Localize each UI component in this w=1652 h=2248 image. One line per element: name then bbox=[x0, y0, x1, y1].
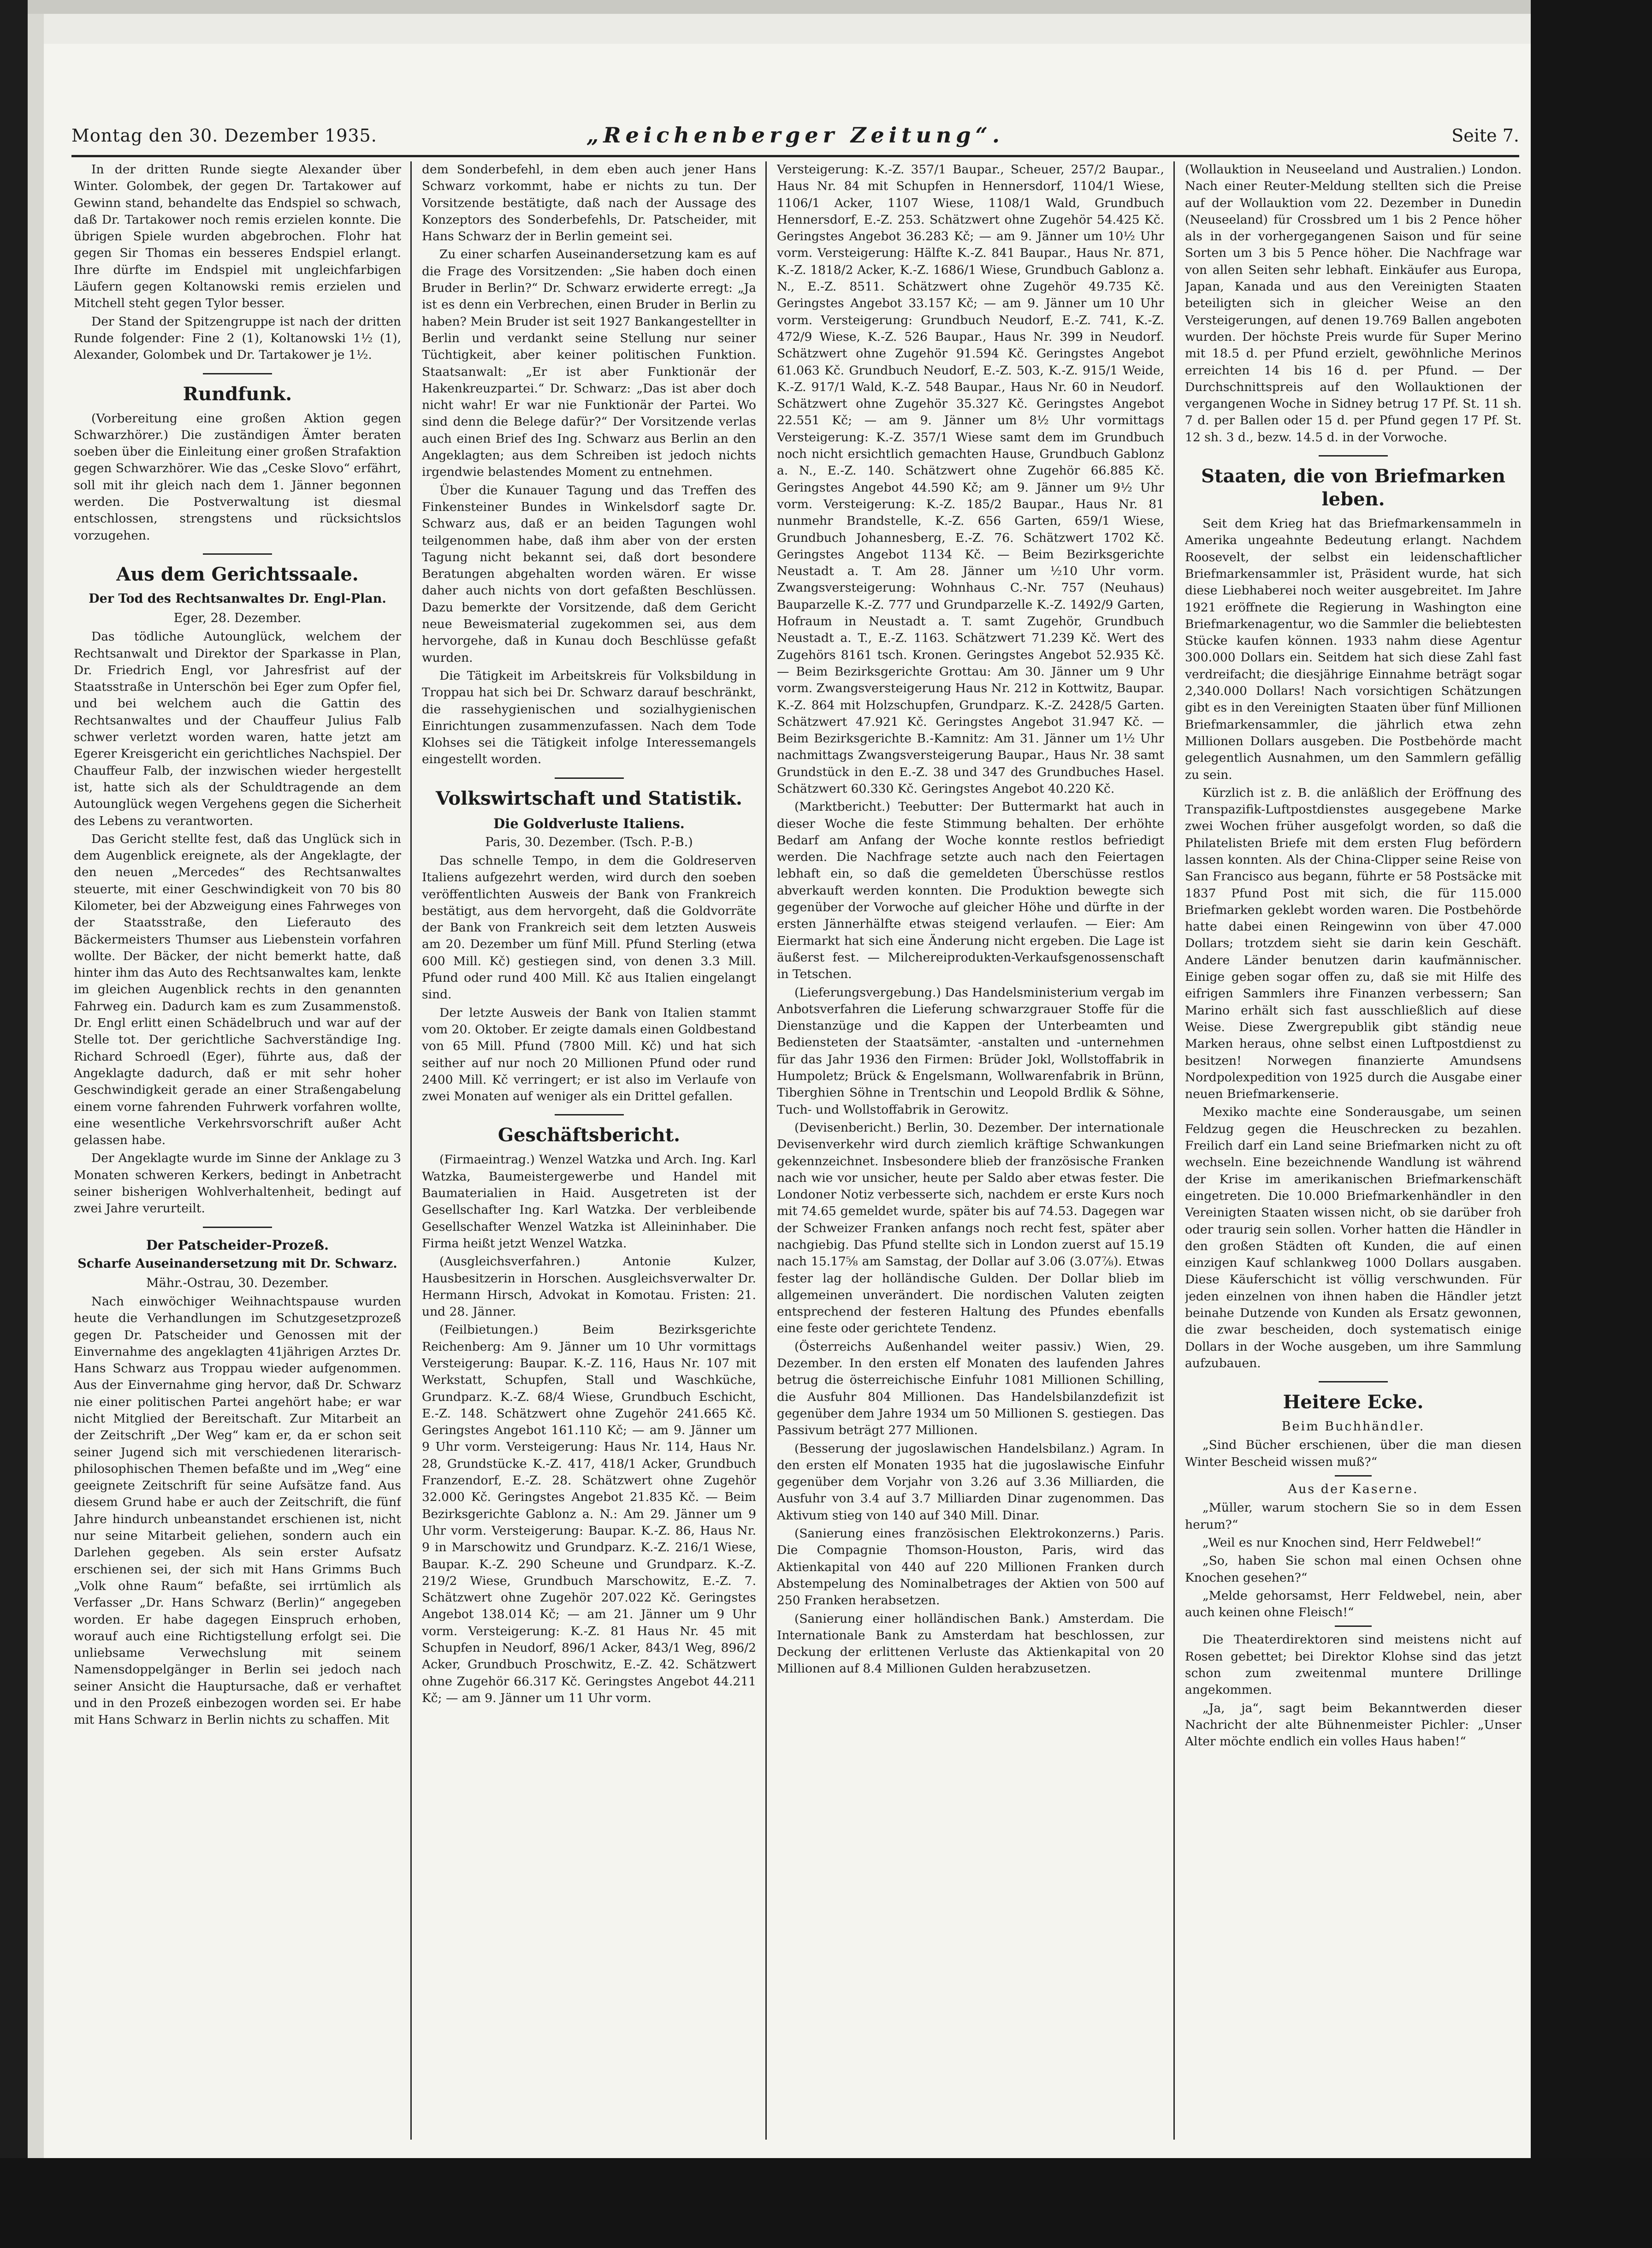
article-paragraph: Seit dem Krieg hat das Briefmarkensammeln in Amerika ungeahnte Bedeutung erlangt. Nachdem Roosevelt, der selbst ein leidenschaftlicher Briefmarkensammler ist, Präsident wurde, hat sich diese Liebhaberei noch weiter ausgebreitet. Im Jahre 1921 eröffnete die Regierung in Washington eine Briefmarkenagentur, wo die Sammler die beliebtesten Stücke kaufen können. 1933 nahm diese Agentur 300.000 Dollars ein. Seitdem hat sich diese Zahl fast verdreifacht; die diesjährige Einnahme beträgt sogar 2,340.000 Dollars! Nach vorsichtigen Schätzungen gibt es in den Vereinigten Staaten über fünf Millionen Briefmarkensammler, die jährlich etwa zehn Millionen Dollars ausgeben. Die Postbehörde macht gelegentlich Ausnahmen, um den Sammlern gefällig zu sein. bbox=[1185, 516, 1522, 782]
article-heading-briefmarken: Staaten, die von Briefmarken leben. bbox=[1201, 465, 1505, 510]
header-date: Montag den 30. Dezember 1935. bbox=[71, 125, 377, 146]
chess-standings: Der Stand der Spitzengruppe ist nach der dritten Runde folgender: Fine 2 (1), Koltanowski 1½ (1), Alexander, Golombek und Dr. Tartakower je 1½. bbox=[74, 314, 401, 362]
joke-text: „Ja, ja“, sagt beim Bekanntwerden dieser Nachricht der alte Bühnenmeister Pichler: „Unser Alter möchte endlich ein volles Haus haben!“ bbox=[1185, 1701, 1522, 1749]
article-paragraph: Kürzlich ist z. B. die anläßlich der Eröffnung des Transpazifik-Luftpostdienstes ausgegebene Marke zwei Wochen früher ausgefolgt worden, so daß die Philatelisten Briefe mit dem ersten Flug befördern lassen konnten. Als der China-Clipper seine Reise von San Francisco aus begann, führte er 58 Postsäcke mit 1837 Pfund Post mit sich, die für 115.000 Briefmarken geklebt worden waren. Die Postbehörde hatte dabei einen Reingewinn von über 47.000 Dollars; trotzdem sieht sie darin kein Geschäft. Andere Länder benutzen darin kaufmännischer. Einige geben sogar offen zu, daß sie mit Hilfe des eifrigen Sammlers ihre Finanzen verbessern; San Marino erhält sich fast ausschließlich auf diese Weise. Diese Zwergrepublik gibt ständig neue Marken heraus, ohne selbst einen Luftpostdienst zu besitzen! Norwegen finanzierte Amundsens Nordpolexpedition von 1925 durch die Ausgabe einer neuen Briefmarkenserie. bbox=[1185, 785, 1522, 1102]
section-divider bbox=[1319, 455, 1388, 457]
joke-title: Beim Buchhändler. bbox=[1281, 1419, 1425, 1434]
rundfunk-paragraph: (Vorbereitung eine großen Aktion gegen Schwarzhörer.) Die zuständigen Ämter beraten soeben über die Einleitung einer großen Strafaktion gegen Schwarzhörer. Wie das „Ceske Slovo“ erfährt, soll mit ihr gleich nach dem 1. Jänner begonnen werden. Die Postverwaltung ist diesmal entschlossen, strengstens und rücksichtslos vorzugehen. bbox=[74, 411, 401, 543]
business-item: (Besserung der jugoslawischen Handelsbilanz.) Agram. In den ersten elf Monaten 1935 hat die jugoslawische Einfuhr gegenüber dem Vorjahr von 3.26 auf 3.36 Milliarden, die Ausfuhr von 3.4 auf 3.7 Milliarden Dinar zugenommen. Das Aktivum stieg von 140 auf 340 Mill. Dinar. bbox=[777, 1441, 1164, 1523]
joke-text: „So, haben Sie schon mal einen Ochsen ohne Knochen gesehen?“ bbox=[1185, 1554, 1522, 1585]
section-divider bbox=[203, 1227, 272, 1228]
chess-paragraph: In der dritten Runde siegte Alexander über Winter. Golombek, der gegen Dr. Tartakower auf Gewinn stand, behandelte das Endspiel so schwach, daß Dr. Tartakower noch remis erzielen konnte. Die übrigen Spiele wurden abgebrochen. Flohr hat gegen Sir Thomas ein besseres Endspiel erlangt. Ihre dürfte im Endspiel mit ungleichfarbigen Läufern gegen Koltanowski remis erzielen und Mitchell steht gegen Tylor besser. bbox=[74, 162, 401, 311]
article-subheading: Der Tod des Rechtsanwaltes Dr. Engl-Plan. bbox=[89, 591, 386, 606]
business-item: (Wollauktion in Neuseeland und Australien.) London. Nach einer Reuter-Meldung stellten sich die Preise auf der Wollauktion vom 22. Dezember in Dunedin (Neuseeland) für Crossbred um 1 bis 2 Pence höher als in der vorhergegangenen Saison und für seine Sorten um 3 bis 5 Pence höher. Die Nachfrage war von allen Seiten sehr lebhaft. Einkäufer aus Europa, Japan, Kanada und aus den Vereinigten Staaten beteiligten sich in gleicher Weise an den Versteigerungen, auf denen 19.769 Ballen angeboten wurden. Der höchste Preis wurde für Super Merino mit 18.5 d. per Pfund erzielt, gewöhnliche Merinos erreichten 14 bis 16 d. per Pfund. — Der Durchschnittspreis auf den Wollauktionen der vergangenen Woche in Sidney betrug 17 Pf. St. 11 sh. 7 d. per Ballen oder 15 d. per Pfund gegen 17 Pf. St. 12 sh. 3 d., bezw. 14.5 d. in der Vorwoche. bbox=[1185, 162, 1522, 445]
joke-divider bbox=[1335, 1625, 1372, 1627]
business-item: Versteigerung: K.-Z. 357/1 Baupar., Scheuer, 257/2 Baupar., Haus Nr. 84 mit Schupfen in Hennersdorf, 1104/1 Wiese, 1106/1 Acker, 1107 Wiese, 1108/1 Wald, Grundbuch Hennersdorf, E.-Z. 253. Schätzwert ohne Zugehör 54.425 Kč. Geringstes Angebot 36.283 Kč; — am 9. Jänner um 10½ Uhr vorm. Versteigerung: Hälfte K.-Z. 841 Baupar., Haus Nr. 871, K.-Z. 1818/2 Acker, K.-Z. 1686/1 Wiese, Grundbuch Gablonz a. N., E.-Z. 8511. Schätzwert ohne Zugehör 49.735 Kč. Geringstes Angebot 33.157 Kč; — am 9. Jänner um 10 Uhr vorm. Versteigerung: Grundbuch Neudorf, E.-Z. 741, K.-Z. 472/9 Wiese, K.-Z. 526 Baupar., Haus Nr. 399 in Neudorf. Schätzwert ohne Zugehör 91.594 Kč. Geringstes Angebot 61.063 Kč. Grundbuch Neudorf, E.-Z. 503, K.-Z. 915/1 Weide, K.-Z. 917/1 Wald, K.-Z. 548 Baupar., Haus Nr. 60 in Neudorf. Schätzwert ohne Zugehör 35.327 Kč. Geringstes Angebot 22.551 Kč; — am 9. Jänner um 8½ Uhr vormittags Versteigerung: K.-Z. 357/1 Wiese samt dem im Grundbuch noch nicht ersichtlich gemachten Hause, Grundbuch Gablonz a. N., E.-Z. 140. Schätzwert ohne Zugehör 66.885 Kč. Geringstes Angebot 44.590 Kč; am 9. Jänner um 9½ Uhr vorm. Versteigerung: K.-Z. 185/2 Baupar., Haus Nr. 81 nunmehr Brandstelle, K.-Z. 656 Garten, 659/1 Wiese, Grundbuch Johannesberg, E.-Z. 76. Schätzwert 1702 Kč. Geringstes Angebot 1134 Kč. — Beim Bezirksgerichte Neustadt a. T. Am 28. Jänner um ½10 Uhr vorm. Zwangsversteigerung: Wohnhaus C.-Nr. 757 (Neuhaus) Bauparzelle K.-Z. 777 und Grundparzelle K.-Z. 1492/9 Garten, Hofraum in Neustadt a. T. samt Zugehör, Grundbuch Neustadt a. T., E.-Z. 1163. Schätzwert 71.239 Kč. Wert des Zugehörs 8161 tsch. Kronen. Geringstes Angebot 52.935 Kč. — Beim Bezirksgerichte Grottau: Am 30. Jänner um 9 Uhr vorm. Zwangsversteigerung Haus Nr. 212 in Kottwitz, Baupar. K.-Z. 864 mit Holzschupfen, Grundparz. K.-Z. 2428/5 Garten. Schätzwert 47.921 Kč. Geringstes Angebot 31.947 Kč. — Beim Bezirksgerichte B.-Kamnitz: Am 31. Jänner um 1½ Uhr nachmittags Zwangsversteigerung Baupar., Haus Nr. 38 samt Grundstück in den E.-Z. 38 und 347 des Grundbuches Hasel. Schätzwert 60.330 Kč. Geringstes Angebot 40.220 Kč. bbox=[777, 162, 1164, 796]
business-item: (Lieferungsvergebung.) Das Handelsministerium vergab im Anbotsverfahren die Lieferung schwarzgrauer Stoffe für die Dienstanzüge und die Kappen der Unterbeamten und Bediensteten der Staatsämter, -anstalten und -unternehmen für das Jahr 1936 den Firmen: Brüder Jokl, Wollstoffabrik in Humpoletz; Brück & Engelsmann, Wollwarenfabrik in Brünn, Tiberghien Söhne in Trentschin und Leopold Brdlik & Söhne, Tuch- und Wollstoffabrik in Gerowitz. bbox=[777, 985, 1164, 1117]
header-newspaper-title: „Reichenberger Zeitung“. bbox=[586, 123, 1005, 148]
header-page-number: Seite 7. bbox=[1451, 125, 1519, 146]
business-item: (Devisenbericht.) Berlin, 30. Dezember. Der internationale Devisenverkehr wird durch ziemlich kräftige Schwankungen gekennzeichnet. Insbesondere blieb der französische Franken nach wie vor unsicher, heute per Saldo aber etwas fester. Die Londoner Notiz verbesserte sich, nachdem er erste Kurs noch mit 74.65 gemeldet wurde, später bis auf 74.53. Dagegen war der Schweizer Franken anfangs noch recht fest, später aber nachgiebig. Das Pfund stellte sich in London zuerst auf 15.19 nach 15.17⅝ am Samstag, der Dollar auf 3.06 (3.07⅞). Etwas fester lag der holländische Gulden. Der Dollar blieb im allgemeinen unverändert. Die nordischen Valuten zeigten entsprechend der festeren Haltung des Pfundes ebenfalls eine feste oder gerichtete Tendenz. bbox=[777, 1120, 1164, 1336]
article-heading-goldverluste: Die Goldverluste Italiens. bbox=[493, 815, 685, 831]
article-paragraph: dem Sonderbefehl, in dem eben auch jener Hans Schwarz vorkommt, habe er nichts zu tun. Der Vorsitzende bestätigte, daß nach der Aussage des Konzeptors des Sonderbefehls, Dr. Patscheider, mit Hans Schwarz der in Berlin gemeint sei. bbox=[422, 162, 756, 244]
page-header bbox=[71, 119, 1519, 157]
business-item: (Marktbericht.) Teebutter: Der Buttermarkt hat auch in dieser Woche die feste Stimmung behalten. Der erhöhte Bedarf am Anfang der Woche konnte restlos befriedigt werden. Die Nachfrage setzte auch nach den Feiertagen lebhaft ein, so daß die gemeldeten Überschüsse restlos abverkauft werden konnten. Die Produktion bewegte sich gegenüber der Vorwoche auf gleicher Höhe und dürfte in der ersten Jännerhälfte etwas steigend verlaufen. — Eier: Am Eiermarkt hat sich eine Änderung nicht ergeben. Die Lage ist äußerst fest. — Milchereiprodukten-Verkaufsgenossenschaft in Tetschen. bbox=[777, 800, 1164, 982]
article-paragraph: Das Gericht stellte fest, daß das Unglück sich in dem Augenblick ereignete, als der Angeklagte, der den neuen „Mercedes“ des Rechtsanwaltes steuerte, mit einer Geschwindigkeit von 70 bis 80 Kilometer, bei der Abzweigung eines Fahrweges von der Staatsstraße, den Lieferauto des Bäckermeisters Thumser aus Liebenstein vorfahren wollte. Der Bäcker, der nicht bemerkt hatte, daß hinter ihm das Auto des Rechtsanwaltes kam, lenkte im gleichen Augenblick rechts in den genannten Fahrweg ein. Dadurch kam es zum Zusammenstoß. Dr. Engl erlitt einen Schädelbruch und war auf der Stelle tot. Der gerichtliche Sachverständige Ing. Richard Schroedl (Eger), führte aus, daß der Angeklagte dadurch, daß er mit sehr hoher Geschwindigkeit gerade an einer Straßengabelung einem vorne fahrenden Fuhrwerk vorfahren wollte, eine wesentliche Verkehrsvorschrift außer Acht gelassen habe. bbox=[74, 831, 401, 1148]
joke-text: „Weil es nur Knochen sind, Herr Feldwebel!“ bbox=[1202, 1535, 1481, 1550]
section-divider bbox=[203, 553, 272, 555]
section-heading-gericht: Aus dem Gerichtssaale. bbox=[116, 563, 359, 585]
section-heading-heitere-ecke: Heitere Ecke. bbox=[1283, 1391, 1424, 1413]
joke-text: „Melde gehorsamst, Herr Feldwebel, nein, aber auch keinen ohne Fleisch!“ bbox=[1185, 1588, 1522, 1620]
column-rule bbox=[410, 161, 412, 2140]
section-divider bbox=[203, 373, 272, 374]
business-item: (Sanierung einer holländischen Bank.) Amsterdam. Die Internationale Bank zu Amsterdam hat beschlossen, zur Deckung der erlittenen Verluste das Aktienkapital von 20 Millionen auf 8.4 Millionen Gulden herabzusetzen. bbox=[777, 1611, 1164, 1676]
article-paragraph: Das tödliche Autounglück, welchem der Rechtsanwalt und Direktor der Sparkasse in Plan, Dr. Friedrich Engl, vor Jahresfrist auf der Staatsstraße in Unterschön bei Eger zum Opfer fiel, und bei welchem auch die Gattin des Rechtsanwaltes und der Chauffeur Julius Falb schwer verletzt worden waren, hatte jetzt am Egerer Kreisgericht ein gerichtliches Nachspiel. Der Chauffeur Falb, der inzwischen wieder hergestellt ist, hatte sich als der Schuldtragende an dem Autounglück wegen Vergehens gegen die Sicherheit des Lebens zu verantworten. bbox=[74, 629, 401, 828]
article-paragraph: Über die Kunauer Tagung und das Treffen des Finkensteiner Bundes in Winkelsdorf sagte Dr. Schwarz aus, daß er an beiden Tagungen wohl teilgenommen habe, daß ihm aber von der ersten Tagung nicht bekannt sei, daß dort besondere Beratungen abgehalten worden wären. Er wisse daher auch nichts von dort gefaßten Beschlüssen. Dazu bemerkte der Vorsitzende, daß dem Gericht neue Beweismaterial zugekommen sei, aus dem hervorgehe, daß in Kunau doch Beschlüsse gefaßt wurden. bbox=[422, 483, 756, 665]
article-dateline: Paris, 30. Dezember. (Tsch. P.-B.) bbox=[485, 835, 693, 849]
section-divider bbox=[555, 1114, 624, 1115]
section-heading-geschaeftsbericht: Geschäftsbericht. bbox=[497, 1124, 681, 1146]
scan-border-left bbox=[0, 0, 28, 2248]
joke-divider bbox=[1335, 1475, 1372, 1477]
section-heading-volkswirtschaft: Volkswirtschaft und Statistik. bbox=[436, 787, 742, 809]
business-item: (Sanierung eines französischen Elektrokonzerns.) Paris. Die Compagnie Thomson-Houston, Paris, wird das Aktienkapital von 440 auf 220 Millionen Franken durch Abstempelung des Nominalbetrages der Aktien von 500 auf 250 Franken herabsetzen. bbox=[777, 1526, 1164, 1608]
article-dateline: Mähr.-Ostrau, 30. Dezember. bbox=[146, 1275, 329, 1290]
section-heading-rundfunk: Rundfunk. bbox=[183, 383, 292, 405]
business-item: (Feilbietungen.) Beim Bezirksgerichte Reichenberg: Am 9. Jänner um 10 Uhr vormittags Versteigerung: Baupar. K.-Z. 116, Haus Nr. 107 mit Werkstatt, Schupfen, Stall und Waschküche, Grundparz. K.-Z. 68/4 Wiese, Grundbuch Eschicht, E.-Z. 148. Schätzwert ohne Zugehör 241.665 Kč. Geringstes Angebot 161.110 Kč; — am 9. Jänner um 9 Uhr vorm. Versteigerung: Haus Nr. 114, Haus Nr. 28, Grundstücke K.-Z. 417, 418/1 Acker, Grundbuch Franzendorf, E.-Z. 28. Schätzwert ohne Zugehör 32.000 Kč. Geringstes Angebot 21.835 Kč. — Beim Bezirksgerichte Gablonz a. N.: Am 29. Jänner um 9 Uhr vorm. Versteigerung: Baupar. K.-Z. 86, Haus Nr. 9 in Marschowitz und Grundparz. K.-Z. 216/1 Wiese, Baupar. K.-Z. 290 Scheune und Grundparz. K.-Z. 219/2 Wiese, Grundbuch Marschowitz, E.-Z. 7. Schätzwert ohne Zugehör 207.022 Kč. Geringstes Angebot 138.014 Kč; — am 21. Jänner um 9 Uhr vorm. Versteigerung: K.-Z. 81 Haus Nr. 45 mit Schupfen in Neudorf, 896/1 Acker, 843/1 Weg, 896/2 Acker, Grundbuch Proschwitz, E.-Z. 42. Schätzwert ohne Zugehör 66.317 Kč. Geringstes Angebot 44.211 Kč; — am 9. Jänner um 11 Uhr vorm. bbox=[422, 1323, 756, 1705]
joke-text: „Müller, warum stochern Sie so in dem Essen herum?“ bbox=[1185, 1501, 1522, 1532]
column-rule bbox=[1173, 161, 1175, 2140]
business-item: (Österreichs Außenhandel weiter passiv.) Wien, 29. Dezember. In den ersten elf Monaten des laufenden Jahres betrug die österreichische Einfuhr 1081 Millionen Schilling, die Ausfuhr 804 Millionen. Das Handelsbilanzdefizit ist gegenüber dem Jahre 1934 um 50 Millionen S. gestiegen. Das Passivum beträgt 277 Millionen. bbox=[777, 1339, 1164, 1438]
article-paragraph: Der letzte Ausweis der Bank von Italien stammt vom 20. Oktober. Er zeigte damals einen Goldbestand von 65 Mill. Pfund (7800 Mill. Kč) und hat sich seither auf nur noch 20 Millionen Pfund oder rund 2400 Mill. Kč verringert; er ist also im Verlaufe von zwei Monaten auf weniger als ein Drittel gefallen. bbox=[422, 1005, 756, 1104]
column-2 bbox=[422, 161, 756, 2140]
business-item: (Ausgleichsverfahren.) Antonie Kulzer, Hausbesitzerin in Horschen. Ausgleichsverwalter Dr. Hermann Hirsch, Advokat in Komotau. Fristen: 21. und 28. Jänner. bbox=[422, 1254, 756, 1319]
column-1 bbox=[74, 161, 401, 2140]
scan-border-bottom bbox=[0, 2158, 1652, 2248]
joke-text: „Sind Bücher erschienen, über die man diesen Winter Bescheid wissen muß?“ bbox=[1185, 1438, 1522, 1469]
article-paragraph: Nach einwöchiger Weihnachtspause wurden heute die Verhandlungen im Schutzgesetzprozeß gegen Dr. Patscheider und Genossen mit der Einvernahme des angeklagten 41jährigen Arztes Dr. Hans Schwarz aus Troppau wieder aufgenommen. Aus der Einvernahme ging hervor, daß Dr. Schwarz nie einer politischen Partei angehört habe; er war nicht Mitglied der Bereitschaft. Zur Mitarbeit an der Zeitschrift „Der Weg“ kam er, da er schon seit seiner Jugend sich mit verschiedenen literarisch-philosophischen Themen befaßte und im „Weg“ eine geeignete Zeitschrift für seine Aufsätze fand. Aus diesem Grund habe er auch der Zeitschrift, die fünf Jahre hindurch unbeanstandet erschienen ist, nicht nur seine Mitarbeit geliehen, sondern auch ein Darlehen gegeben. Als sein erster Aufsatz erschienen sei, der sich mit Hans Grimms Buch „Volk ohne Raum“ befaßte, sei irrtümlich als Verfasser „Dr. Hans Schwarz (Berlin)“ angegeben worden. Er habe dagegen Einspruch erhoben, worauf auch eine Richtigstellung erfolgt sei. Die unliebsame Verwechslung mit seinem Namensdoppelgänger in Berlin sei jedoch nach seiner Ansicht die Hauptursache, daß er verhaftet und in den Prozeß einbezogen worden sei. Er habe mit Hans Schwarz in Berlin nichts zu schaffen. Mit bbox=[74, 1294, 401, 1727]
article-paragraph: Mexiko machte eine Sonderausgabe, um seinen Feldzug gegen die Heuschrecken zu bezahlen. Freilich darf ein Land seine Briefmarken nicht zu oft wechseln. Eine bezeichnende Wandlung ist während der Krise im amerikanischen Briefmarkenschäft eingetreten. Die 10.000 Briefmarkenhändler in den Vereinigten Staaten wissen nicht, ob sie darüber froh oder traurig sein sollen. Vorher hatten die Händler in den großen Städten oft Kunden, die auf einen einzigen Kauf schlankweg 1000 Dollars ausgaben. Diese Käuferschicht ist völlig verschwunden. Für jeden einzelnen von ihnen haben die Händler jetzt beinahe Dutzende von Kunden als Ersatz gewonnen, die zwar bescheiden, doch systematisch einige Dollars in der Woche ausgeben, um ihre Sammlung aufzubauen. bbox=[1185, 1105, 1522, 1370]
article-paragraph: Der Angeklagte wurde im Sinne der Anklage zu 3 Monaten schweren Kerkers, bedingt in Anbetracht seiner bisherigen Wohlverhaltenheit, bedingt auf zwei Jahre verurteilt. bbox=[74, 1151, 401, 1216]
column-4 bbox=[1185, 161, 1522, 2140]
section-divider bbox=[555, 777, 624, 779]
column-rule bbox=[765, 161, 767, 2140]
section-divider bbox=[1319, 1381, 1388, 1382]
scan-border-right bbox=[1531, 0, 1652, 2248]
article-paragraph: Die Tätigkeit im Arbeitskreis für Volksbildung in Troppau hat sich bei Dr. Schwarz darauf beschränkt, die rassehygienischen und sozialhygienischen Einrichtungen zusammenzufassen. Nach dem Tode Klohses sei die Tätigkeit infolge Interessemangels eingestellt worden. bbox=[422, 668, 756, 767]
joke-title: Aus der Kaserne. bbox=[1288, 1482, 1419, 1497]
business-item: (Firmaeintrag.) Wenzel Watzka und Arch. Ing. Karl Watzka, Baumeistergewerbe und Handel mit Baumaterialien in Haid. Ausgetreten ist der Gesellschafter Ing. Karl Watzka. Der verbleibende Gesellschafter Wenzel Watzka ist Alleininhaber. Die Firma heißt jetzt Wenzel Watzka. bbox=[422, 1152, 756, 1251]
article-paragraph: Das schnelle Tempo, in dem die Goldreserven Italiens aufgezehrt werden, wird durch den soeben veröffentlichten Ausweis der Bank von Frankreich bestätigt, aus dem hervorgeht, daß die Goldvorräte der Bank von Frankreich seit dem letzten Ausweis am 20. Dezember um fünf Mill. Pfund Sterling (etwa 600 Mill. Kč) gestiegen sind, von denen 3.3 Mill. Pfund oder rund 400 Mill. Kč aus Italien eingelangt sind. bbox=[422, 853, 756, 1002]
joke-text: Die Theaterdirektoren sind meistens nicht auf Rosen gebettet; bei Direktor Klohse sind das jetzt schon zum zweitenmal muntere Drillinge angekommen. bbox=[1185, 1632, 1522, 1697]
article-heading-patscheider: Der Patscheider-Prozeß. bbox=[146, 1237, 329, 1253]
article-dateline: Eger, 28. Dezember. bbox=[173, 611, 302, 625]
column-3 bbox=[777, 161, 1164, 2140]
scan-border-top bbox=[28, 0, 1531, 14]
article-paragraph: Zu einer scharfen Auseinandersetzung kam es auf die Frage des Vorsitzenden: „Sie haben doch einen Bruder in Berlin?“ Dr. Schwarz erwiderte erregt: „Ja ist es denn ein Verbrechen, einen Bruder in Berlin zu haben? Mein Bruder ist seit 1927 Bankangestellter in Berlin und verdankt seine Stellung nur seiner Tüchtigkeit, aber keiner politischen Funktion. Staatsanwalt: „Er ist aber Funktionär der Hakenkreuzpartei.“ Dr. Schwarz: „Das ist aber doch nicht wahr! Er war nie Funktionär der Partei. Wo sind denn die Belege dafür?“ Der Vorsitzende verlas auch einen Brief des Ing. Schwarz aus Berlin an den Angeklagten; aus dem Schreiben ist jedoch nichts irgendwie belastendes Moment zu entnehmen. bbox=[422, 247, 756, 480]
article-subheading: Scharfe Auseinandersetzung mit Dr. Schwarz. bbox=[77, 1256, 397, 1271]
